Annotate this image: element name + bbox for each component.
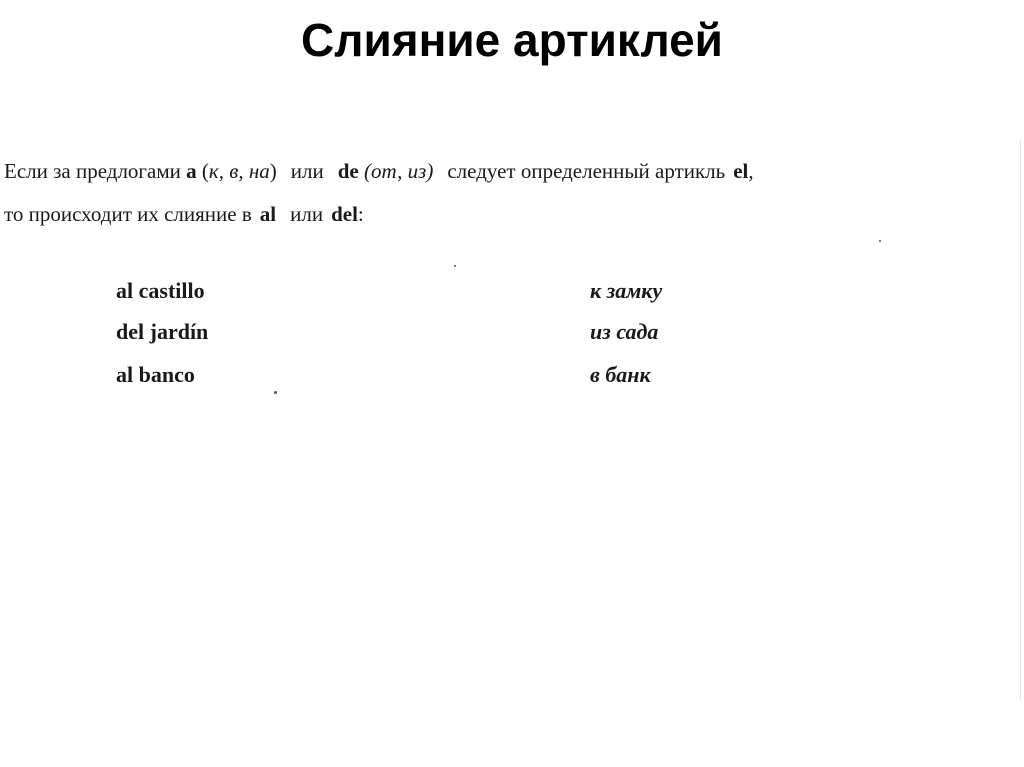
example-row: [4, 360, 1014, 390]
rule-text: Если за предлогами: [4, 159, 181, 183]
example-spanish: al castillo: [116, 278, 205, 303]
example-russian: к замку: [590, 278, 663, 303]
form-al: al: [259, 202, 277, 226]
example-row: [4, 276, 1014, 306]
example-row: [4, 317, 1014, 347]
rule-text-article: следует определенный артикль: [447, 159, 726, 183]
rule-line-2: [4, 201, 364, 227]
example-spanish: al banco: [116, 362, 195, 387]
scan-speck: [879, 240, 881, 242]
conjunction-or-2: или: [290, 202, 324, 226]
article-el: el: [733, 159, 749, 183]
scan-speck: [274, 391, 277, 394]
slide-title: Слияние артиклей: [301, 14, 723, 66]
scan-speck: [454, 265, 456, 267]
rule-line-1: [4, 158, 754, 184]
example-russian: в банк: [590, 362, 651, 387]
rule-text-merge: то происходит их слияние в: [4, 202, 252, 226]
scan-edge-line: [1020, 140, 1021, 700]
paren-open: (: [201, 159, 209, 183]
preposition-a: а: [186, 159, 197, 183]
form-del: del: [331, 202, 358, 226]
preposition-de: de: [337, 159, 359, 183]
comma: ,: [748, 159, 754, 183]
example-spanish: del jardín: [116, 319, 209, 344]
preposition-de-meaning: (от, из): [363, 159, 434, 183]
conjunction-or: или: [290, 159, 324, 183]
paren-close: ): [269, 159, 277, 183]
preposition-a-meaning: к, в, на: [208, 159, 270, 183]
colon: :: [357, 202, 364, 226]
example-russian: из сада: [590, 319, 659, 344]
